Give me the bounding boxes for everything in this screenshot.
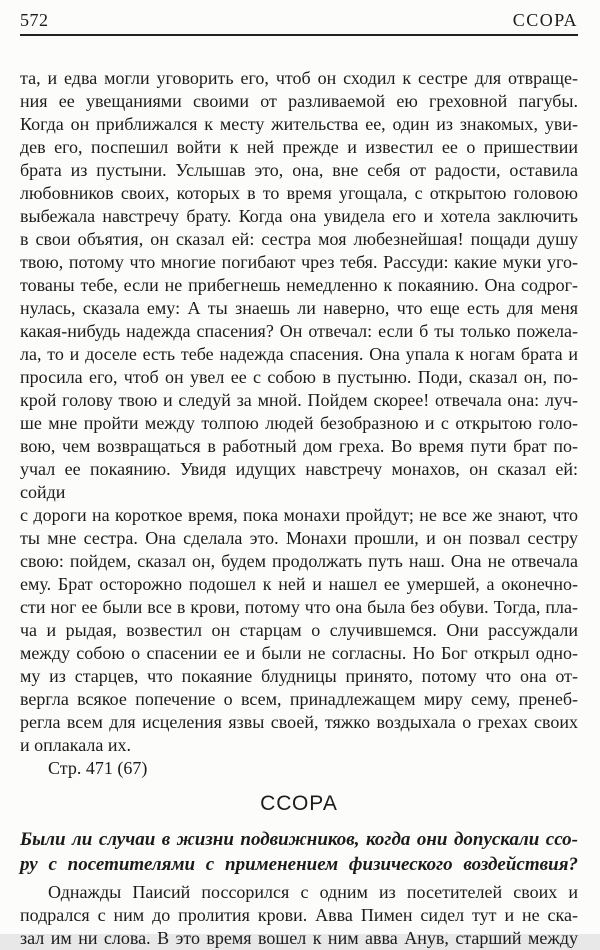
text-line: выбежала навстречу брату. Когда она увидела его и хотела заключить [20,206,578,226]
text-line: дев его, поспешил войти к ней прежде и известил ее о пришествии [20,137,578,157]
source-reference: Стр. 471 (67) [48,758,148,778]
text-line: какая-нибудь надежда спасения? Он отвечал: если б ты только пожела- [20,321,578,341]
text-line: с дороги на короткое время, пока монахи пройдут; не все же знают, что [20,505,578,525]
running-title: ССОРА [512,10,578,30]
text-line: учал ее покаянию. Увидя идущих навстречу монахов, он сказал ей: сойди [20,459,578,502]
text-line: ния ее увещаниями своими от разливаемой ею греховной пагубы. [20,91,578,111]
text-line: зал им ни слова. В это время вошел к ним авва Анув, старший между [20,928,578,948]
text-line: ру с посетителями с применением физического воздействия? [20,854,578,875]
text-line: ему. Брат осторожно подошел к ней и нашел ее умершей, а оконечно- [20,574,578,594]
text-line: просила его, чтоб он увел ее с собою в пустыню. Поди, сказал он, по- [20,367,578,387]
text-line: му из старцев, что покаяние блудницы принято, потому что она от- [20,666,578,686]
text-line: и оплакала их. [20,735,131,755]
text-line: в свои объятия, он сказал ей: сестра моя любезнейшая! пощади душу [20,229,578,249]
text-line: Были ли случаи в жизни подвижников, когда они допускали ссо- [20,829,578,850]
text-line: ше мне пройти между толпою людей безобразною и с открытою голо- [20,413,578,433]
text-line: вою, чем возвращаться в работный дом греха. Во время пути брат по- [20,436,578,456]
text-line: между собою о спасении ее и были не согласны. Но Бог открыл одно- [20,643,578,663]
text-line: нулась, сказала ему: А ты знаешь ли наверно, что еще есть для меня [20,298,578,318]
text-line: сти ног ее были все в крови, потому что она была без обуви. Тогда, пла- [20,597,578,617]
running-header [20,10,578,36]
text-line: регла всем для исцеления язвы своей, тяжко воздыхала о грехах своих [20,712,578,732]
text-line: подрался с ним до пролития крови. Авва Пимен сидел тут и не ска- [20,905,578,925]
text-line: Однажды Паисий поссорился с одним из посетителей своих и [48,882,578,902]
text-line: любовников своих, которых в то время угощала, с открытою головою [20,183,578,203]
text-line: ла, то и доселе есть тебе надежда спасения. Она упала к ногам брата и [20,344,578,364]
text-line: свою: пойдем, сказал он, будем продолжать путь наш. Она не отвечала [20,551,578,571]
text-line: ты мне сестра. Она сделала это. Монахи прошли, и он позвал сестру [20,528,578,548]
text-line: крой голову твою и следуй за мной. Пойдем скорее! отвечала она: луч- [20,390,578,410]
text-line: та, и едва могли уговорить его, чтоб он сходил к сестре для отвраще- [20,68,578,88]
text-line: вергла всякое попечение о всем, принадлежащем миру сему, пренеб- [20,689,578,709]
text-line: тованы тебе, если не прибегнешь немедленно к покаянию. Она содрог- [20,275,578,295]
section-heading: ССОРА [260,792,338,815]
story-paragraph [20,67,578,757]
text-line: ча и рыдая, возвестил он старцам о случившемся. Они рассуждали [20,620,578,640]
section-question [20,827,578,877]
text-line: Когда он приближался к месту жительства ее, один из знакомых, уви- [20,114,578,134]
text-line: брата из пустыни. Услышав это, она, вне себя от радости, оставила [20,160,578,180]
page-content [20,67,578,950]
text-line: твою, потому что многие погибают чрез тебя. Рассуди: какие муки уго- [20,252,578,272]
page-number: 572 [20,10,49,30]
answer-paragraph [20,881,578,950]
